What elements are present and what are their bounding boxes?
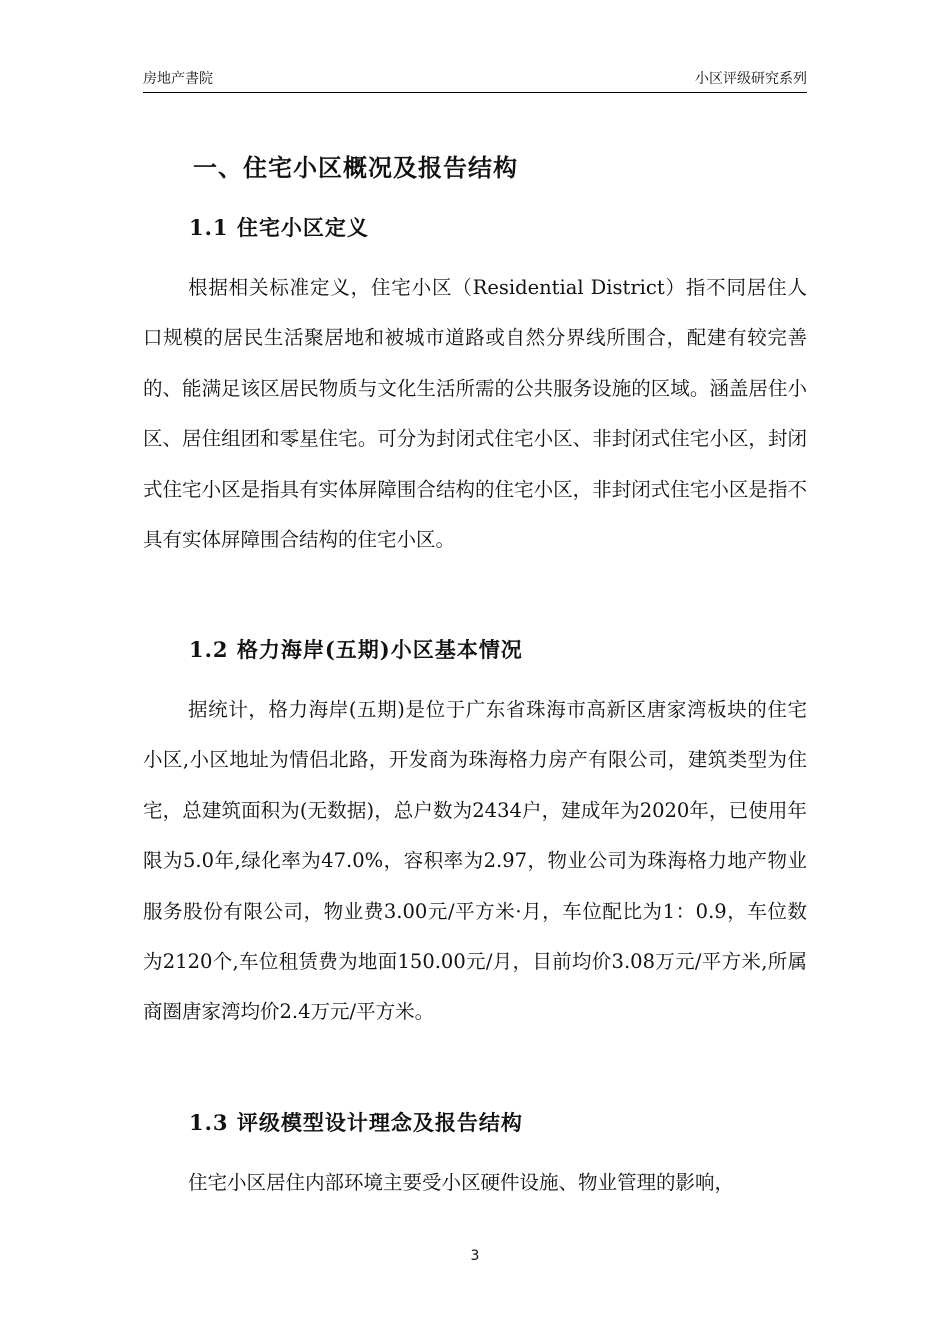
section-heading-1: 一、住宅小区概况及报告结构 [193,153,518,182]
header-publisher: 房地产書院 [143,71,213,87]
header-series-title: 小区评级研究系列 [695,71,807,87]
page-number: 3 [470,1248,480,1264]
subsection-heading-1-3: 1.3 评级模型设计理念及报告结构 [189,1110,523,1135]
paragraph-model-design: 住宅小区居住内部环境主要受小区硬件设施、物业管理的影响， [188,1171,735,1194]
paragraph-definition: 根据相关标准定义，住宅小区（Residential District）指不同居住人口规模的居民生活聚居地和被城市道路或自然分界线所围合，配建有较完善的、能满足该区居民物质与文化生活所需的公共服务设施的区域。涵盖居住小区、居住组团和零星住宅。可分为封闭式住宅小区、非封闭式住宅小区，封闭式住宅小区是指具有实体屏障围合结构的住宅小区，非封闭式住宅小区是指不具有实体屏障围合结构的住宅小区。 [143,276,807,552]
subsection-heading-1-1: 1.1 住宅小区定义 [189,215,369,240]
subsection-heading-1-2: 1.2 格力海岸(五期)小区基本情况 [189,637,523,662]
paragraph-basic-info: 据统计，格力海岸(五期)是位于广东省珠海市高新区唐家湾板块的住宅小区,小区地址为情侣北路，开发商为珠海格力房产有限公司，建筑类型为住宅，总建筑面积为(无数据)，总户数为2434户，建成年为2020年，已使用年限为5.0年,绿化率为47.0%，容积率为2.97，物业公司为珠海格力地产物业服务股份有限公司，物业费3.00元/平方米·月，车位配比为1：0.9，车位数为2120个,车位租赁费为地面150.00元/月，目前均价3.08万元/平方米,所属商圈唐家湾均价2.4万元/平方米。 [143,698,807,1024]
page-header [143,66,807,93]
